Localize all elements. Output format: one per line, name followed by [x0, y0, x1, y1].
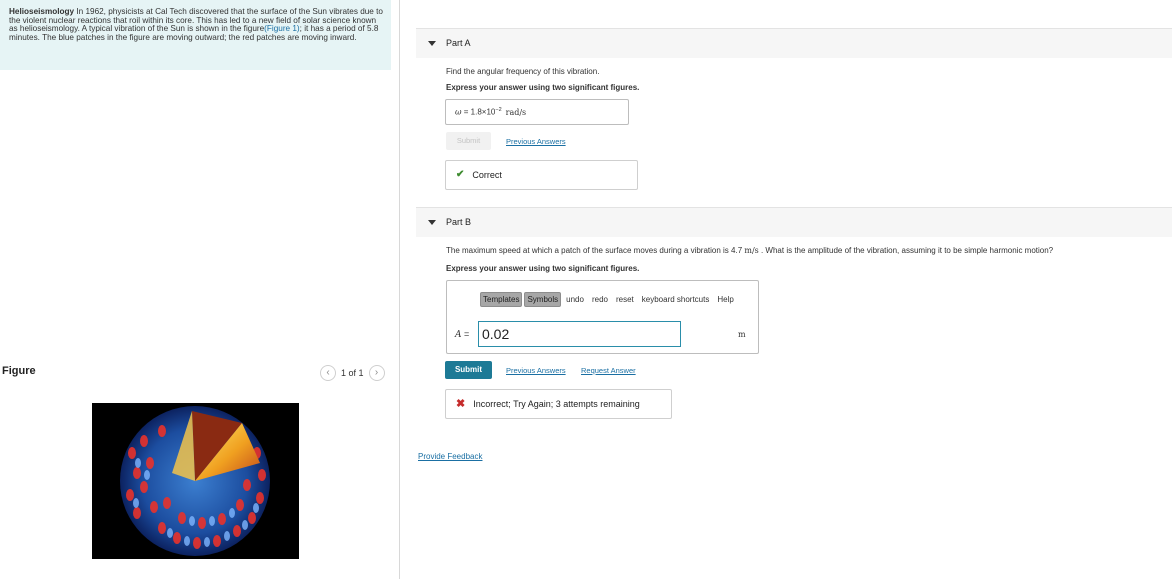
x-mark-icon: ✖	[456, 398, 466, 410]
collapse-triangle-icon[interactable]	[428, 41, 436, 46]
part-b-question-post: . What is the amplitude of the vibration, assuming it to be simple harmonic motion?	[758, 246, 1054, 255]
figure-header	[0, 362, 400, 382]
pager-count: 1 of 1	[341, 368, 364, 378]
amplitude-label	[455, 329, 469, 340]
answer-editor	[446, 280, 759, 354]
part-b-header[interactable]	[416, 207, 1172, 237]
problem-intro	[0, 0, 391, 70]
provide-feedback-link[interactable]: Provide Feedback	[418, 452, 483, 461]
symbols-button[interactable]: Symbols	[524, 292, 561, 307]
intro-body: In 1962, physicists at Cal Tech discovered that the surface of the Sun vibrates due to the violent nuclear reactions that roil within its core. This has led to a new field of solar science known as helioseismology. A typical vibration of the Sun is shown in the figure	[9, 7, 383, 34]
answer-equals: =	[461, 107, 471, 117]
part-a-instruction: Express your answer using two significant figures.	[446, 83, 640, 92]
part-a-question: Find the angular frequency of this vibration.	[446, 67, 600, 76]
figure-link[interactable]: (Figure 1)	[264, 24, 300, 34]
left-panel	[0, 0, 400, 579]
sun-sphere-illustration	[92, 403, 299, 559]
part-a-answer-exponent: −2	[495, 107, 502, 113]
reset-button[interactable]: reset	[615, 295, 634, 304]
part-a-submit-button[interactable]: Submit	[446, 132, 491, 150]
part-b-feedback-text: Incorrect; Try Again; 3 attempts remaining	[473, 399, 640, 409]
chevron-left-icon[interactable]: ‹	[320, 365, 336, 381]
part-b-question-unit: m/s	[744, 246, 759, 255]
figure-title: Figure	[2, 365, 36, 377]
sun-vibration-figure	[92, 403, 299, 559]
editor-toolbar	[480, 292, 737, 307]
part-b-label: Part B	[446, 217, 472, 227]
part-b-submit-button[interactable]: Submit	[445, 361, 492, 379]
chevron-right-icon[interactable]: ›	[369, 365, 385, 381]
part-a-answer-unit: rad/s	[505, 107, 527, 117]
part-a-answer-mantissa: 1.8×10	[470, 107, 496, 117]
amplitude-symbol: A	[455, 330, 462, 340]
part-a-answer-box	[445, 99, 629, 125]
part-a-feedback-text: Correct	[472, 170, 502, 180]
amplitude-input[interactable]: 0.02	[478, 321, 681, 347]
amplitude-unit: m	[738, 330, 746, 339]
omega-symbol: ω	[455, 107, 462, 117]
request-answer-link[interactable]: Request Answer	[581, 366, 636, 375]
templates-button[interactable]: Templates	[480, 292, 522, 307]
part-b-question	[446, 246, 1053, 255]
keyboard-shortcuts-button[interactable]: keyboard shortcuts	[641, 295, 710, 304]
part-b-instruction: Express your answer using two significant figures.	[446, 264, 640, 273]
part-b-feedback	[445, 389, 672, 419]
help-button[interactable]: Help	[717, 295, 734, 304]
intro-title: Helioseismology	[9, 7, 75, 16]
intro-body-2: ; it has a period of 5.8 minutes. The blue patches in the figure are moving outward; the red patches are moving inward.	[9, 24, 379, 42]
part-b-previous-answers-link[interactable]: Previous Answers	[506, 366, 566, 375]
part-a-feedback	[445, 160, 638, 190]
figure-pager	[320, 365, 385, 381]
redo-button[interactable]: redo	[591, 295, 608, 304]
part-a-label: Part A	[446, 38, 471, 48]
amplitude-equals: =	[461, 329, 470, 339]
checkmark-icon: ✔	[456, 169, 465, 180]
part-a-header[interactable]	[416, 28, 1172, 58]
part-b-question-pre: The maximum speed at which a patch of the surface moves during a vibration is 4.7	[446, 246, 745, 255]
collapse-triangle-icon[interactable]	[428, 220, 436, 225]
undo-button[interactable]: undo	[566, 295, 584, 304]
part-a-previous-answers-link[interactable]: Previous Answers	[506, 137, 566, 146]
